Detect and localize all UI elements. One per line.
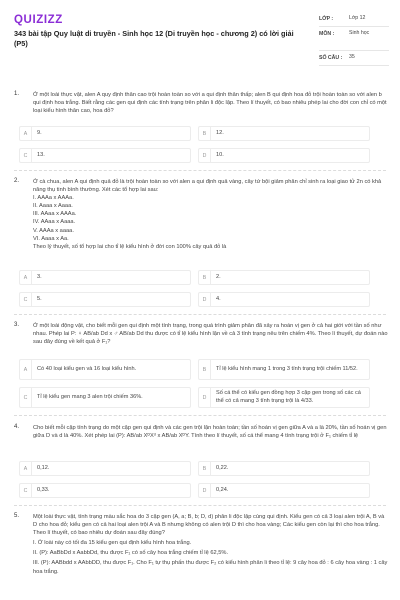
option-letter: D xyxy=(199,388,211,407)
option-a[interactable] xyxy=(19,359,191,380)
question-text xyxy=(33,178,388,251)
option-letter: B xyxy=(199,360,211,379)
meta-row-subject xyxy=(319,27,389,51)
question-line: Ở một loài động vật, cho biết mỗi gen qui định một tính trạng, trong quá trình giảm phân đã xảy ra hoán vị gen ở cả hai giới với tần số như nhau. Phép lai P: ♀ AB/ab Dd x ♂ AB/ab Dd thu được có tỉ lệ kiểu hình lặn về cả 3 tính trạng nêu trên chiếm 4%. Theo lí thuyết, dự đoán nào sau đây đúng về kết quả ở F₁? xyxy=(33,323,388,346)
option-text: 0,22. xyxy=(216,464,229,471)
option-letter: B xyxy=(199,271,211,284)
meta-info xyxy=(319,12,389,66)
option-text: 0,12. xyxy=(37,464,50,471)
option-text: Tỉ lệ kiểu gen mang 3 alen trội chiếm 36%. xyxy=(37,393,143,400)
question-line: Theo lý thuyết, số tổ hợp lai cho tỉ lệ kiểu hình ở đời con 100% cây quả đỏ là xyxy=(33,243,227,250)
question-line: Cho biết mỗi cặp tính trạng do một cặp gen qui định và các gen trội lặn hoàn toàn; tần số hoán vị gen giữa A và a là 20%, tần số hoán vị gen giữa D và d là 40%. Xét phép lai (P): AB/ab XᴰXᵈ x AB/ab XᴰY. Tính theo lí thuyết, số cá thể mang 4 tính trạng trội ở F₁ chiếm tỉ lệ xyxy=(33,425,387,440)
option-text: 10. xyxy=(216,151,224,158)
question-divider xyxy=(14,170,386,171)
option-text: 13. xyxy=(37,151,45,158)
question-divider xyxy=(14,314,386,315)
question-text xyxy=(33,322,388,346)
question-number: 3. xyxy=(14,322,20,328)
option-c[interactable] xyxy=(19,483,191,498)
option-letter: B xyxy=(199,462,211,475)
option-a[interactable] xyxy=(19,270,191,285)
meta-row-grade xyxy=(319,12,389,27)
meta-value: Sinh học xyxy=(349,30,370,36)
question-number: 4. xyxy=(14,424,20,430)
meta-value: Lớp 12 xyxy=(349,15,366,21)
question-line: IV. AAaa x Aaaa. xyxy=(33,219,76,226)
option-letter: A xyxy=(20,360,32,379)
option-text: 9. xyxy=(37,129,42,136)
option-text: Tỉ lệ kiểu hình mang 1 trong 3 tính trạng trội chiếm 11/52. xyxy=(216,365,358,372)
question-number: 2. xyxy=(14,178,20,184)
option-a[interactable] xyxy=(19,126,191,141)
option-letter: A xyxy=(20,271,32,284)
question-text xyxy=(33,91,388,115)
option-letter: D xyxy=(199,484,211,497)
option-text: Có 40 loại kiểu gen và 16 loại kiểu hình. xyxy=(37,365,137,372)
question-line: II. (P): AaBbDd x AabbDd, thu được F₁ có số cây hoa trắng chiếm tỉ lệ 62,5%. xyxy=(33,550,229,557)
question-divider xyxy=(14,505,386,506)
document-title: 343 bài tập Quy luật di truyền - Sinh học 12 (Di truyền học - chương 2) có lời giải (P5) xyxy=(14,29,294,48)
option-c[interactable] xyxy=(19,292,191,307)
question-line: V. AAAa x aaaa. xyxy=(33,227,74,234)
question-line: I. AAAa x AAAa. xyxy=(33,195,74,202)
option-letter: A xyxy=(20,462,32,475)
question-divider xyxy=(14,415,386,416)
option-text: Số cá thể có kiểu gen đồng hợp 3 cặp gen trong số các cá thể có cả mang 3 tính trạng trội là 4/33. xyxy=(216,389,361,404)
option-c[interactable] xyxy=(19,148,191,163)
meta-key: LỚP : xyxy=(319,16,334,22)
option-text: 3. xyxy=(37,273,42,280)
document-header xyxy=(0,0,400,74)
option-letter: C xyxy=(20,388,32,407)
question-number: 5. xyxy=(14,513,20,519)
question-text xyxy=(33,513,388,576)
option-letter: A xyxy=(20,127,32,140)
option-letter: D xyxy=(199,293,211,306)
question-line: III. (P): AABbdd x AAbbDD, thu được F₁. Cho F₁ tự thụ phấn thu được F₂ có kiểu hình phân li theo tỉ lệ: 9 cây hoa đỏ : 6 cây hoa vàng : 1 cây hoa trắng. xyxy=(33,560,388,575)
option-letter: B xyxy=(199,127,211,140)
option-d[interactable] xyxy=(198,483,370,498)
option-b[interactable] xyxy=(198,359,370,380)
question-line: Ở một loài thực vật, alen A quy định thân cao trội hoàn toàn so với a qui định thân thấp; alen B qui định hoa đỏ trội hoàn toàn so với alen b qui định hoa trắng. Biết rằng các gen qui định các tính trạng trên phân li độc lập. Theo lí thuyết, có bao nhiêu phép lai cho đời con chỉ có một loại kiểu hình thân cao, hoa đỏ? xyxy=(33,92,387,115)
meta-row-count xyxy=(319,51,389,66)
option-d[interactable] xyxy=(198,148,370,163)
option-letter: C xyxy=(20,484,32,497)
question-line: Một loài thực vật, tính trạng màu sắc hoa do 3 cặp gen (A, a; B, b; D, d) phân li độc lập cùng qui định. Kiểu gen có cả 3 loại alen trội A, B và D cho hoa đỏ; kiểu gen có cả hai loại alen trội A và B nhưng không có alen trội D thì cho hoa vàng; Các kiểu gen còn lại thì cho hoa trắng. Theo lí thuyết, có bao nhiêu dự đoán sau đây đúng? xyxy=(33,514,385,537)
option-d[interactable] xyxy=(198,292,370,307)
option-text: 5. xyxy=(37,295,42,302)
option-letter: D xyxy=(199,149,211,162)
meta-key: SỐ CÂU : xyxy=(319,55,343,61)
question-line: I. Ở loài này có tối đa 15 kiểu gen qui định kiểu hình hoa trắng. xyxy=(33,540,192,547)
meta-key: MÔN : xyxy=(319,31,335,37)
quizizz-logo: QUIZIZZ xyxy=(14,14,63,26)
option-c[interactable] xyxy=(19,387,191,408)
option-text: 2. xyxy=(216,273,221,280)
option-text: 0,24. xyxy=(216,486,229,493)
question-line: Ở cà chua, alen A qui định quả đỏ là trội hoàn toàn so với alen a qui định quả vàng, cây tứ bội giảm phân chỉ sinh ra loại giao tử 2n có khả năng thụ tinh bình thường. Xét các tổ hợp lai sau: xyxy=(33,179,382,194)
question-line: VI. Aaaa x Aa. xyxy=(33,235,69,242)
question-line: III. AAaa x AAAa. xyxy=(33,211,77,218)
option-text: 0,33. xyxy=(37,486,50,493)
question-text xyxy=(33,424,388,440)
option-d[interactable] xyxy=(198,387,370,408)
question-number: 1. xyxy=(14,91,20,97)
option-letter: C xyxy=(20,293,32,306)
meta-value: 35 xyxy=(349,54,355,60)
option-a[interactable] xyxy=(19,461,191,476)
option-b[interactable] xyxy=(198,126,370,141)
option-text: 12. xyxy=(216,129,224,136)
option-b[interactable] xyxy=(198,270,370,285)
question-line: II. Aaaa x Aaaa. xyxy=(33,203,73,210)
option-letter: C xyxy=(20,149,32,162)
option-b[interactable] xyxy=(198,461,370,476)
option-text: 4. xyxy=(216,295,221,302)
